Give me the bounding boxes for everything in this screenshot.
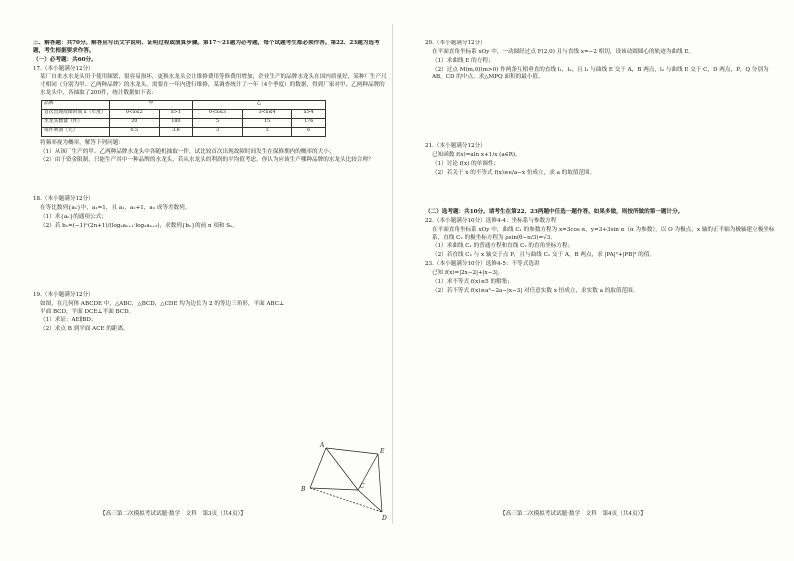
q18-part2: （2）若 bₙ=(−1)ⁿ(2n+1)/(log₂aₙ₊₁·log₂aₙ₊₂)，求数列{bₙ}的前 n 项和 Sₙ。 xyxy=(40,223,239,230)
table-cell: 每件利润（元） xyxy=(42,127,110,136)
q20-body: 在平面直角坐标系 xOy 中，一动圆经过点 F(2,0) 且与直线 x=−2 相切，设该动圆圆心的轨迹为曲线 E。 xyxy=(432,48,695,55)
q19-part1: （1）求证：AE∥BD； xyxy=(40,317,97,324)
table-cell: 5 xyxy=(193,118,243,127)
q20-title: 20.（本小题满分12分） xyxy=(425,40,486,46)
required-header: （一）必考题：共60分。 xyxy=(33,56,97,63)
table-cell: 3 xyxy=(193,127,243,136)
q20-part2: （2）过点 M(m,0)(m>0) 作两条互相垂直的直线 l₁，l₂，且 l₁ 与曲线 E 交于 A，B 两点，l₂ 与曲线 E 交于 C，D 两点，P，Q 分别为 AB，CD 的中点，求△MPQ 面积的最小值。 xyxy=(432,66,769,81)
vertex-label: A xyxy=(320,442,325,449)
q21-part1: （1）讨论 f(x) 的单调性； xyxy=(432,161,500,168)
q23-title: 23.（本小题满分10分）选修4-5：不等式选讲 xyxy=(425,261,540,268)
q17-part2: （2）由于资金限制，只能生产其中一种品牌的水龙头，若从水龙头的利润的平均值考虑，你认为应该生产哪种品牌的水龙头比较合理？ xyxy=(40,157,374,164)
q23-body: 已知 f(x)=|2x−2|+|x−3|。 xyxy=(432,270,504,277)
q23-part2: （2）若不等式 f(x)≥a²−2a−|x−3| 对任意实数 x 恒成立，求实数 a 的取值范围。 xyxy=(432,287,639,294)
table-row xyxy=(42,100,326,109)
q22-part1: （1）求曲线 C₁ 的普通方程和直线 C₂ 的直角坐标方程； xyxy=(432,243,574,250)
q17-table xyxy=(41,100,326,137)
table-cell: 品牌 xyxy=(42,100,110,109)
q21-title: 21.（本小题满分12分） xyxy=(425,143,486,150)
table-row xyxy=(42,109,326,118)
table-cell: 水龙头数量（件） xyxy=(42,118,110,127)
edge-bd xyxy=(310,488,382,512)
table-cell: 0<x≤2 xyxy=(110,109,160,118)
table-cell: 3 xyxy=(242,127,292,136)
q19-part2: （2）求点 B 到平面 ACE 的距离。 xyxy=(40,326,129,333)
q22-part2: （2）若直线 C₂ 与 x 轴交于点 P，且与曲线 C₁ 交于 A，B 两点，求 |PA|²+|PB|² 的值。 xyxy=(432,252,655,259)
section3-header: 三、解答题：共70分。解答应写出文字说明、证明过程或演算步骤。第17～21题为必考题，每个试题考生都必须作答。第22、23题为选考题，考生根据要求作答。 xyxy=(33,40,380,54)
edge-bc xyxy=(310,488,358,490)
q20-part1: （1）求曲线 E 的方程； xyxy=(432,57,494,64)
table-cell: 180 xyxy=(159,118,193,127)
q17-part1: （1）从该厂生产的甲、乙两种品牌水龙头中各随机抽取一件，试比较首次出现故障时间发生在保修期内的概率的大小； xyxy=(40,148,335,155)
q22-body: 在平面直角坐标系 xOy 中，曲线 C₁ 的参数方程为 x=3cos α，y=3+3sin α（α 为参数），以 O 为极点，x 轴的正半轴为极轴建立极坐标系，直线 C₂ 的极坐标方程为 ρsin(θ−π/3)=√3。 xyxy=(432,226,775,241)
q18-title: 18.（本小题满分12分） xyxy=(33,196,94,203)
right-page-footer: 【高三第二次模拟考试试题·数学 文科 第4页（共4页）】 xyxy=(500,511,646,517)
table-cell: 0<x≤3 xyxy=(193,109,243,118)
q23-part1: （1）求不等式 f(x)≤5 的解集； xyxy=(432,279,513,286)
vertex-label: B xyxy=(301,486,306,493)
edge-ac xyxy=(326,448,358,490)
table-cell: 15 xyxy=(242,118,292,127)
table-cell: 176 xyxy=(292,118,326,127)
table-cell: 甲 xyxy=(110,100,193,109)
q17-body: 某厂自来水水龙头用于使用频繁，很容易损坏，更换水龙头会让维修费用等修费用增加，企业生产的品牌水龙头在国内质量好，某种厂生产尺寸相同（分别为甲、乙两种品牌）的水龙头，需要在一年内进行维修，某调查统计了一年（4个季度）的数据，得到厂家对甲、乙两种品牌的水龙头中，各抽取了200件，统计数据如下表： xyxy=(40,74,387,96)
page-separator xyxy=(392,24,393,524)
q19-body: 如图，在几何体 ABCDE 中，△ABC，△BCD，△CDE 均为边长为 2 的等边三角形，平面 ABC⊥平面 BCD，平面 DCE⊥平面 BCD。 xyxy=(40,300,285,315)
q22-title: 22.（本小题满分10分）选修4-4：坐标系与参数方程 xyxy=(425,217,557,224)
table-cell: 20 xyxy=(110,118,160,127)
q18-body: 在等比数列{aₙ}中，a₁=1，且 a₁，a₂+1，a₃ 成等差数列。 xyxy=(40,205,191,212)
table-cell: 乙 xyxy=(193,100,326,109)
table-cell: x>4 xyxy=(292,109,326,118)
edge-de xyxy=(378,454,382,512)
vertex-label: E xyxy=(380,448,385,455)
left-page xyxy=(33,40,388,530)
table-cell: 6 xyxy=(292,127,326,136)
vertex-label: D xyxy=(382,515,387,522)
edge-ae xyxy=(326,448,378,454)
edge-ab xyxy=(310,448,326,488)
table-cell: 首次出现故障时间 x（年度） xyxy=(42,109,110,118)
left-page-footer: 【高三第二次模拟考试试题·数学 文科 第3页（共4页）】 xyxy=(100,511,246,517)
q18-part1: （1）求{aₙ}的通项公式； xyxy=(40,214,107,221)
q17-note: 将频率视为概率，解答下列问题： xyxy=(40,139,124,146)
vertex-label: C xyxy=(360,483,365,490)
table-row xyxy=(42,118,326,127)
q19-figure xyxy=(298,440,388,522)
elective-header: （二）选考题：共10分。请考生在第22、23两题中任选一题作答。如果多做，则按所做的第一题计分。 xyxy=(425,208,684,215)
table-cell: 3<x≤4 xyxy=(242,109,292,118)
right-page xyxy=(425,40,780,530)
edge-cd xyxy=(358,490,382,512)
table-cell: 0.5 xyxy=(110,127,160,136)
q17-title: 17.（本小题满分12分） xyxy=(33,65,94,72)
table-cell: x>1 xyxy=(159,109,193,118)
q19-title: 19.（本小题满分12分） xyxy=(33,291,94,298)
q21-body: 已知函数 f(x)=aln x+1/x (a∈R)。 xyxy=(432,152,521,159)
q21-part2: （2）若关于 x 的不等式 f(x)≥e/a−x 恒成立，求 a 的取值范围。 xyxy=(432,170,596,177)
table-row xyxy=(42,127,326,136)
table-cell: 3.8 xyxy=(159,127,193,136)
